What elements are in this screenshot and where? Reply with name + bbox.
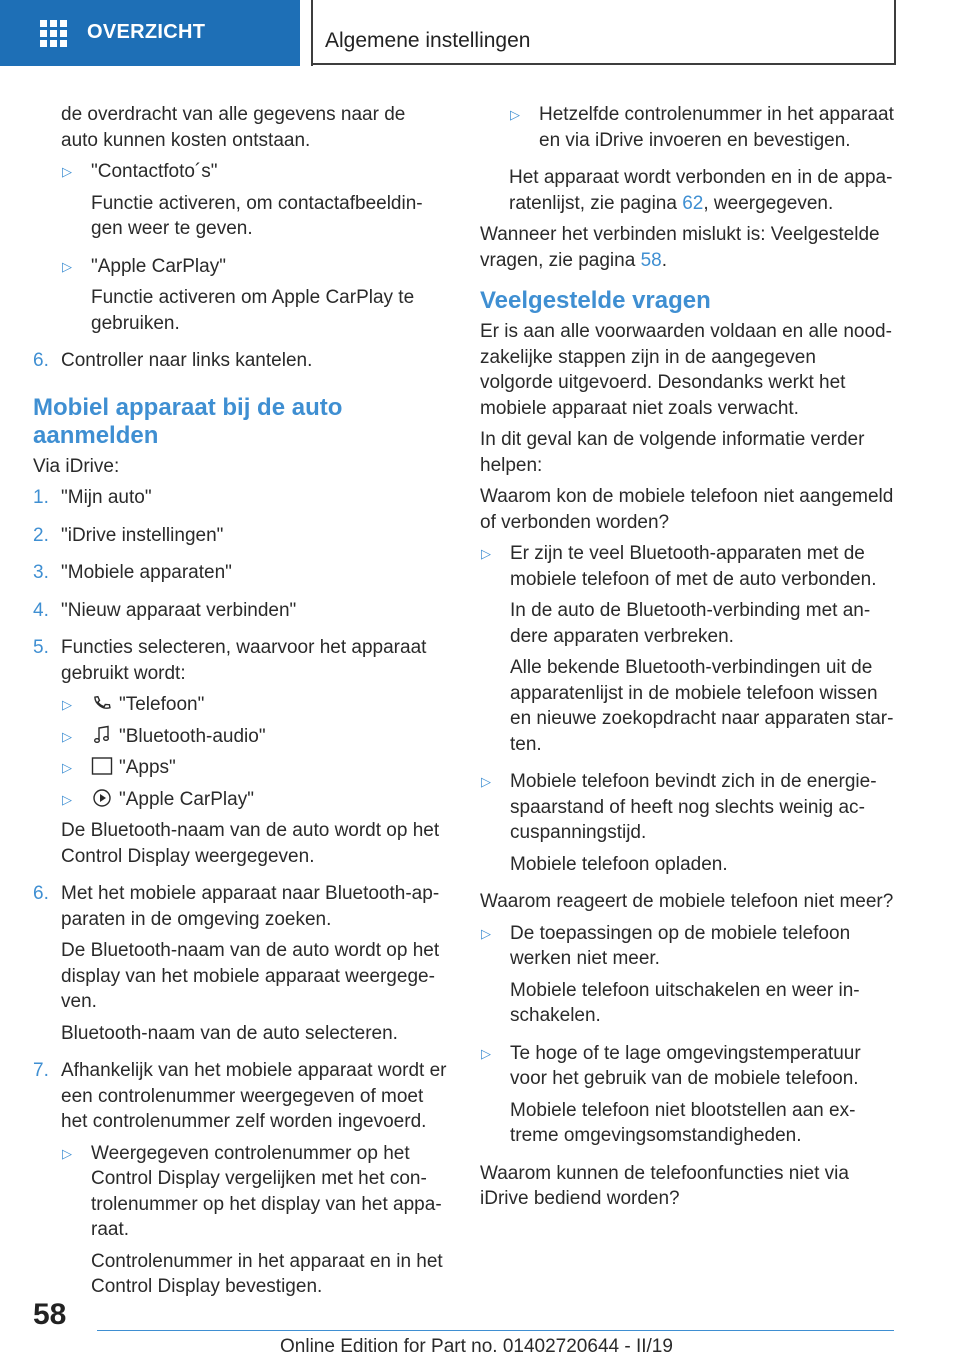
step-note: Bluetooth-naam van de auto selecteren.: [61, 1022, 398, 1044]
bullet-text: Mobiele telefoon niet blootstellen aan extreme omgevingsomstandigheden.: [510, 1099, 856, 1146]
connected-text: Het apparaat wordt verbonden en in de apparatenlijst, zie pagina: [509, 167, 893, 214]
overview-tab[interactable]: [0, 0, 300, 66]
function-label: "Apps": [119, 757, 176, 778]
left-column: [33, 102, 447, 1318]
step-item: [33, 348, 447, 380]
apps-icon: [91, 756, 113, 776]
bullet-triangle-icon: ▷: [481, 1045, 491, 1061]
page-link-58[interactable]: 58: [640, 249, 662, 271]
function-label: "Bluetooth-audio": [119, 725, 266, 747]
bullet-triangle-icon: ▷: [62, 728, 72, 744]
step-item: [33, 485, 447, 517]
step-text: Afhankelijk van het mobiele apparaat wordt er een controlenummer weergegeven of moet het controlenummer zelf worden ingevoerd.: [61, 1060, 447, 1132]
bullet-title: Hetzelfde controlenummer in het apparaat en via iDrive invoeren en bevestigen.: [539, 104, 894, 151]
list-item: [509, 102, 894, 159]
step-number: 1.: [33, 487, 49, 508]
bullet-text: Mobiele telefoon opladen.: [510, 853, 728, 875]
bullet-triangle-icon: ▷: [481, 774, 491, 789]
carplay-icon: [91, 788, 113, 808]
step-item: [33, 560, 447, 592]
fail-text: Wanneer het verbinden mislukt is: Veelgestelde vragen, zie pagina: [480, 224, 880, 271]
step-text: Functies selecteren, waarvoor het apparaat gebruikt wordt:: [61, 637, 427, 684]
list-item: [61, 787, 447, 813]
header-rule: [311, 63, 896, 65]
bullet-triangle-icon: ▷: [62, 760, 72, 775]
bullet-text: Alle bekende Bluetooth-verbindingen uit de apparatenlijst in de mobiele telefoon wissen en nieuwe zoekopdracht naar apparaten starten.: [510, 657, 894, 755]
fail-paragraph: [480, 222, 894, 273]
step-item: [33, 523, 447, 555]
grid-menu-icon: [40, 20, 67, 47]
function-label: "Apple CarPlay": [119, 788, 254, 810]
question: Waarom kon de mobiele telefoon niet aangemeld of verbonden worden?: [480, 486, 894, 533]
bullet-triangle-icon: ▷: [62, 1145, 72, 1161]
bullet-title: "Apple CarPlay": [91, 255, 226, 277]
step-item: [33, 881, 447, 1052]
list-item: [480, 769, 894, 883]
heading-veelgestelde-vragen: Veelgestelde vragen: [480, 287, 711, 314]
step-note: De Bluetooth-naam van de auto wordt op het display van het mobiele apparaat weergegeven.: [61, 940, 440, 1012]
via-idrive-text: Via iDrive:: [33, 455, 120, 477]
bullet-title: De toepassingen op de mobiele telefoon werken niet meer.: [510, 922, 851, 969]
bullet-triangle-icon: ▷: [62, 258, 72, 274]
page-number: 58: [33, 1298, 67, 1331]
bullet-text: Controlenummer in het apparaat en in het Control Display bevestigen.: [91, 1250, 443, 1297]
section-title: Algemene instellingen: [325, 29, 531, 52]
intro-paragraph: de overdracht van alle gegevens naar de auto kunnen kosten ontstaan.: [61, 104, 406, 151]
question: Waarom reageert de mobiele telefoon niet meer?: [480, 891, 894, 912]
bullet-text: Functie activeren, om contactafbeeldingen weer te geven.: [91, 192, 423, 239]
step-text: "Nieuw apparaat verbinden": [61, 599, 297, 621]
bullet-title: Er zijn te veel Bluetooth-apparaten met de mobiele telefoon of met de auto verbonden.: [510, 543, 877, 590]
step-item: [33, 1058, 447, 1312]
right-column: [480, 102, 894, 1218]
step-item: [33, 598, 447, 630]
phone-icon: [91, 693, 113, 713]
footer-rule: [97, 1330, 894, 1331]
bullet-text: Mobiele telefoon uitschakelen en weer inschakelen.: [510, 979, 860, 1026]
question: Waarom kunnen de telefoonfuncties niet via iDrive bediend worden?: [480, 1162, 849, 1209]
heading-mobiel-apparaat: Mobiel apparaat bij de auto aanmelden: [33, 393, 343, 449]
bullet-triangle-icon: ▷: [510, 107, 520, 122]
edition-footer: Online Edition for Part no. 01402720644 - II/19: [280, 1336, 673, 1357]
list-item: [480, 541, 894, 763]
bullet-title: "Contactfoto´s": [91, 161, 218, 182]
music-note-icon: [91, 725, 113, 745]
step-number: 6.: [33, 883, 49, 904]
faq-intro: Er is aan alle voorwaarden voldaan en alle noodzakelijke stappen zijn in de aangegeven volgorde uitgevoerd. Desondanks werkt het mobiele apparaat niet zoals verwacht.: [480, 321, 892, 419]
step-number: 5.: [33, 637, 49, 658]
step-text: Controller naar links kantelen.: [61, 350, 313, 371]
overview-tab-label: OVERZICHT: [87, 21, 206, 44]
bullet-title: Weergegeven controlenummer op het Control Display vergelijken met het controlenummer op het display van het apparaat.: [91, 1142, 442, 1240]
bullet-title: Te hoge of te lage omgevingstemperatuur voor het gebruik van de mobiele telefoon.: [510, 1042, 861, 1089]
bullet-triangle-icon: ▷: [62, 164, 72, 179]
faq-intro-2: In dit geval kan de volgende informatie verder helpen:: [480, 429, 865, 476]
list-item: [61, 1141, 447, 1306]
list-item: [61, 159, 447, 248]
list-item: [480, 1041, 894, 1155]
step-item: [33, 635, 447, 875]
step-note: De Bluetooth-naam van de auto wordt op het Control Display weergegeven.: [61, 820, 440, 867]
connected-paragraph: [509, 165, 894, 216]
step-text: "iDrive instellingen": [61, 524, 224, 546]
step-text: Met het mobiele apparaat naar Bluetooth-apparaten in de omgeving zoeken.: [61, 883, 440, 930]
connected-text-end: , weergegeven.: [703, 192, 834, 214]
list-item: [61, 724, 447, 750]
step-number: 6.: [33, 350, 49, 371]
bullet-title: Mobiele telefoon bevindt zich in de energiespaarstand of heeft nog slechts weinig accuspanningstijd.: [510, 771, 877, 843]
step-text: "Mobiele apparaten": [61, 562, 232, 583]
bullet-triangle-icon: ▷: [481, 925, 491, 941]
bullet-text: In de auto de Bluetooth-verbinding met andere apparaten verbreken.: [510, 600, 871, 647]
list-item: [61, 755, 447, 781]
step-number: 2.: [33, 524, 49, 546]
fail-text-end: .: [661, 249, 667, 271]
step-number: 3.: [33, 562, 49, 583]
bullet-triangle-icon: ▷: [62, 791, 72, 807]
function-label: "Telefoon": [119, 694, 205, 715]
bullet-triangle-icon: ▷: [62, 697, 72, 712]
header-right-border: [894, 0, 896, 65]
header-separator: [311, 0, 313, 66]
list-item: [480, 921, 894, 1035]
list-item: [61, 254, 447, 343]
bullet-triangle-icon: ▷: [481, 546, 491, 561]
step-number: 4.: [33, 599, 49, 621]
step-number: 7.: [33, 1060, 49, 1081]
bullet-text: Functie activeren om Apple CarPlay te gebruiken.: [91, 287, 415, 334]
step-text: "Mijn auto": [61, 487, 152, 508]
page-link-62[interactable]: 62: [682, 192, 704, 214]
list-item: [61, 692, 447, 718]
